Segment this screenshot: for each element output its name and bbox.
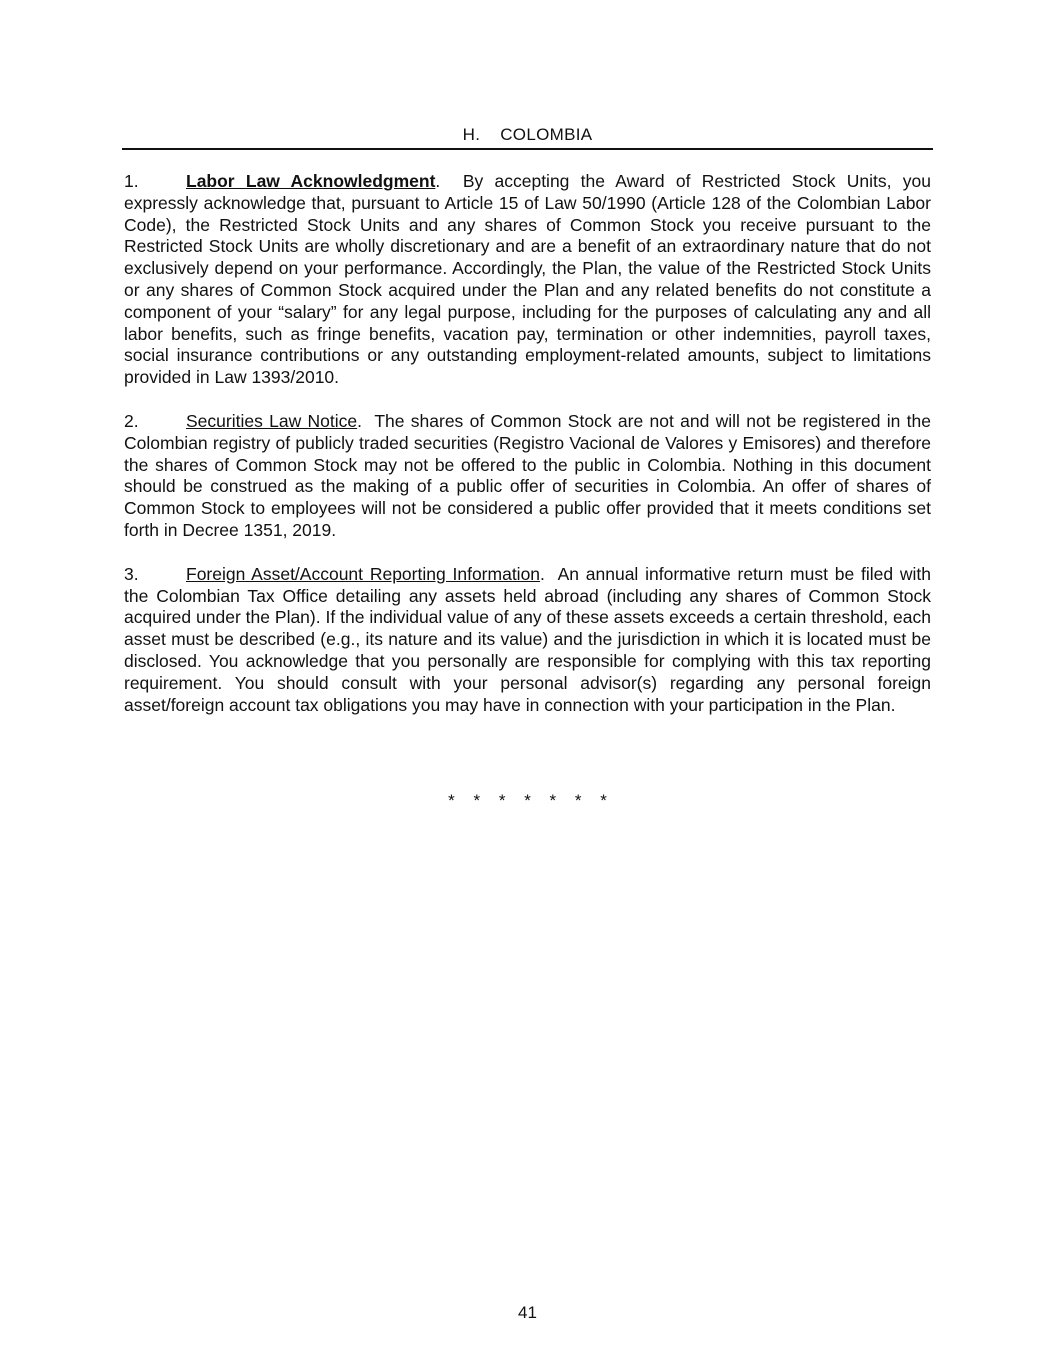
- separator-star: *: [498, 791, 506, 810]
- paragraph-heading: Foreign Asset/Account Reporting Information: [186, 563, 541, 584]
- paragraph-securities-law: [124, 411, 931, 542]
- paragraph-text: By accepting the Award of Restricted Stock Units, you expressly acknowledge that, pursuant to Article 15 of Law 50/1990 (Article 128 of the Colombian Labor Code), the Restricted Stock Units and any shares of Common Stock you receive pursuant to the Restricted Stock Units are wholly discretionary and are a benefit of an extraordinary nature that do not exclusively depend on your performance. Accordingly, the Plan, the value of the Restricted Stock Units or any shares of Common Stock acquired under the Plan and any related benefits do not constitute a component of your “salary” for any legal purpose, including for the purposes of calculating any and all labor benefits, such as fringe benefits, vacation pay, termination or other indemnities, payroll taxes, social insurance contributions or any outstanding employment-related amounts, subject to limitations provided in Law 1393/2010.: [124, 171, 931, 388]
- paragraph-heading: Securities Law Notice: [186, 410, 358, 431]
- heading-punctuation: .: [357, 410, 363, 431]
- separator-star: *: [549, 791, 557, 810]
- paragraph-text: An annual informative return must be filed with the Colombian Tax Office detailing any assets held abroad (including any shares of Common Stock acquired under the Plan). If the individual value of any of these assets exceeds a certain threshold, each asset must be described (e.g., its nature and its value) and the jurisdiction in which it is located must be disclosed. You acknowledge that you personally are responsible for complying with this tax reporting requirement. You should consult with your personal advisor(s) regarding any personal foreign asset/foreign account tax obligations you may have in connection with your participation in the Plan.: [124, 563, 932, 715]
- paragraph-number: 2.: [124, 410, 139, 431]
- paragraph-labor-law: [124, 171, 931, 389]
- document-body: [124, 171, 931, 738]
- paragraph-heading: Labor Law Acknowledgment: [186, 171, 436, 191]
- end-separator: [0, 790, 1055, 812]
- separator-star: *: [600, 791, 607, 810]
- paragraph-number: 1.: [124, 171, 139, 191]
- page-number: 41: [518, 1303, 537, 1322]
- paragraph-text: The shares of Common Stock are not and will not be registered in the Colombian registry of publicly traded securities (Registro Vacional de Valores y Emisores) and therefore the shares of Common Stock may not be offered to the public in Colombia. Nothing in this document should be construed as the making of a public offer of securities in Colombia. An offer of shares of Common Stock to employees will not be considered a public offer provided that it meets conditions set forth in Decree 1351, 2019.: [124, 410, 931, 540]
- section-header: [122, 124, 933, 150]
- section-title: COLOMBIA: [500, 125, 593, 144]
- paragraph-foreign-asset: [124, 564, 931, 717]
- separator-star: *: [524, 791, 531, 810]
- section-letter: H.: [462, 125, 481, 144]
- heading-punctuation: .: [435, 171, 441, 191]
- separator-star: *: [448, 791, 455, 810]
- heading-punctuation: .: [540, 563, 545, 584]
- separator-star: *: [473, 791, 481, 810]
- paragraph-number: 3.: [124, 563, 139, 584]
- separator-star: *: [574, 791, 582, 810]
